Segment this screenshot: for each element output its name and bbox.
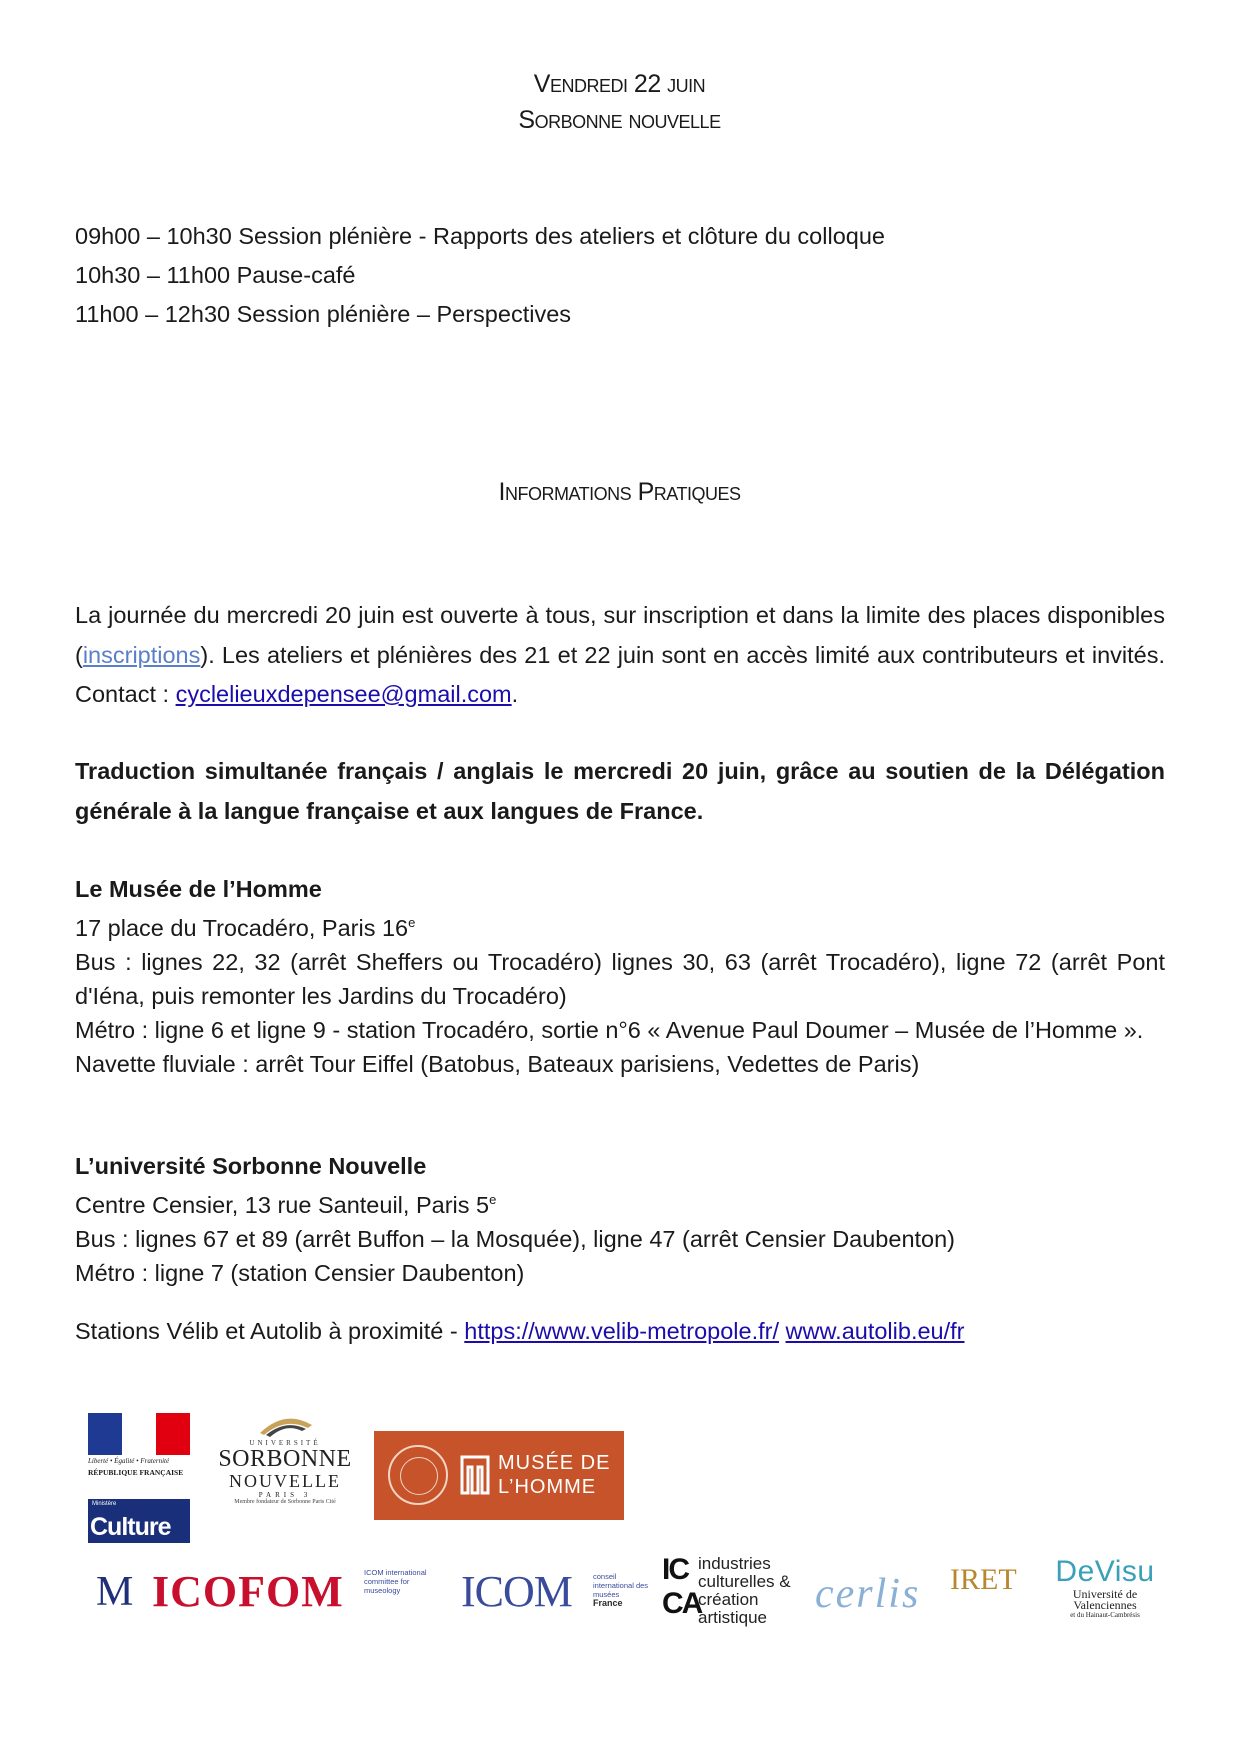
sorbonne-metro: Métro : ligne 7 (station Censier Daubenton) bbox=[75, 1259, 525, 1286]
velib-link[interactable]: https://www.velib-metropole.fr/ bbox=[464, 1318, 780, 1344]
stations-line: Stations Vélib et Autolib à proximité - https://www.velib-metropole.fr/ www.autolib.eu/fr bbox=[75, 1318, 965, 1344]
sorbonne-emblem-icon bbox=[250, 1413, 320, 1439]
sorbonne-heading: L’université Sorbonne Nouvelle bbox=[75, 1153, 427, 1179]
devisu-logo: DeVisu Université de Valenciennes et du Hainaut-Cambrésis bbox=[1055, 1555, 1155, 1619]
sorbonne-bus: Bus : lignes 67 et 89 (arrêt Buffon – la Mosquée), ligne 47 (arrêt Censier Daubenton) bbox=[75, 1225, 956, 1252]
icom-france-logo: ICOM conseil international des musées France bbox=[461, 1567, 649, 1616]
schedule-item: 09h00 – 10h30 Session plénière - Rapports des ateliers et clôture du colloque bbox=[75, 223, 885, 249]
musee-block bbox=[75, 872, 1165, 1081]
icca-logo: IC CA industries culturelles & création artistique bbox=[662, 1553, 791, 1627]
musee-address: 17 place du Trocadéro, Paris 16e bbox=[75, 914, 416, 941]
cerlis-logo: cerlis bbox=[815, 1571, 921, 1617]
musee-de-l-homme-logo: MUSÉE DE L’HOMME bbox=[374, 1431, 624, 1520]
schedule-list bbox=[75, 217, 885, 334]
translation-note: Traduction simultanée français / anglais le mercredi 20 juin, grâce au soutien de la Délégation générale à la langue française et aux langues de France. bbox=[75, 758, 1165, 824]
republique-francaise-culture-logo: Liberté • Égalité • Fraternité RÉPUBLIQUE FRANÇAISE Ministère Culture bbox=[88, 1413, 190, 1543]
mh-mark-icon bbox=[460, 1453, 490, 1497]
venue-title: Sorbonne nouvelle bbox=[518, 106, 721, 134]
seal-icon bbox=[388, 1445, 448, 1505]
schedule-item: 10h30 – 11h00 Pause-café bbox=[75, 262, 356, 288]
musee-heading: Le Musée de l’Homme bbox=[75, 876, 322, 902]
inscriptions-link[interactable]: inscriptions bbox=[82, 641, 201, 668]
schedule-item: 11h00 – 12h30 Session plénière – Perspectives bbox=[75, 301, 572, 327]
sorbonne-block bbox=[75, 1149, 1165, 1290]
sorbonne-nouvelle-logo: UNIVERSITÉ SORBONNE NOUVELLE PARIS 3 Membre fondateur de Sorbonne Paris Cité bbox=[210, 1413, 360, 1533]
french-flag-icon bbox=[88, 1413, 190, 1455]
musee-bus: Bus : lignes 22, 32 (arrêt Sheffers ou Trocadéro) lignes 30, 63 (arrêt Trocadéro), ligne 72 (arrêt Pont d'Iéna, puis remonter les Jardins du Trocadéro) bbox=[75, 948, 1165, 1009]
section-title: Informations Pratiques bbox=[498, 478, 741, 506]
iret-logo: IRET bbox=[950, 1563, 1017, 1596]
musee-metro: Métro : ligne 6 et ligne 9 - station Trocadéro, sortie n°6 « Avenue Paul Doumer – Musée de l’Homme ». bbox=[75, 1016, 1144, 1043]
registration-paragraph: La journée du mercredi 20 juin est ouverte à tous, sur inscription et dans la limite des places disponibles (inscriptions). Les ateliers et plénières des 21 et 22 juin sont en accès limité aux contributeurs et invités. Contact : cyclelieuxdepensee@gmail.com. bbox=[75, 602, 1165, 707]
musee-navette: Navette fluviale : arrêt Tour Eiffel (Batobus, Bateaux parisiens, Vedettes de Paris) bbox=[75, 1050, 920, 1077]
sorbonne-address: Centre Censier, 13 rue Santeuil, Paris 5e bbox=[75, 1191, 497, 1218]
icofom-logo: M ICOFOM ICOM international committee for museology bbox=[96, 1567, 427, 1616]
day-title: Vendredi 22 juin bbox=[533, 70, 706, 98]
icofom-mark-icon: M bbox=[96, 1569, 134, 1615]
autolib-link[interactable]: www.autolib.eu/fr bbox=[785, 1318, 965, 1344]
contact-email-link[interactable]: cyclelieuxdepensee@gmail.com bbox=[175, 681, 512, 707]
